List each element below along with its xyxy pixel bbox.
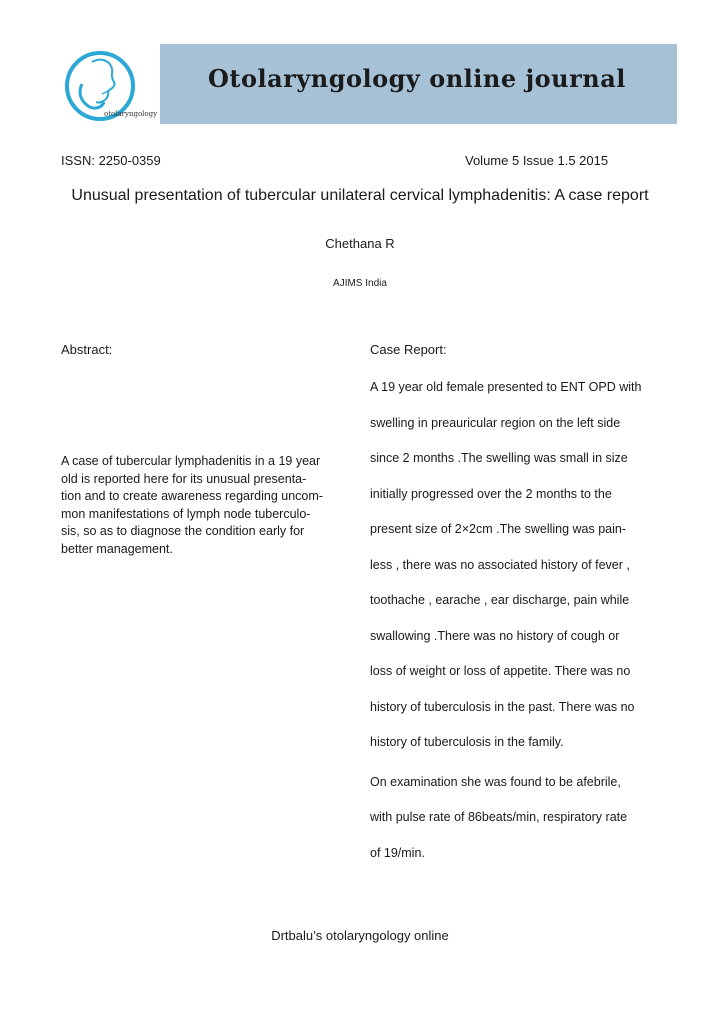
journal-title: Otolaryngology online journal [208,64,626,93]
article-title: Unusual presentation of tubercular unilateral cervical lymphadenitis: A case report [71,187,649,204]
volume-issue: Volume 5 Issue 1.5 2015 [465,153,609,168]
case-line: of 19/min. [370,845,425,860]
journal-logo [42,44,160,124]
case-line: toothache , earache , ear discharge, pain while [370,593,630,607]
case-line: present size of 2×2cm .The swelling was pain- [370,522,627,536]
case-line: history of tuberculosis in the past. There was no [370,699,635,714]
case-line: since 2 months .The swelling was small in size [370,451,628,465]
case-line: less , there was no associated history of fever , [370,557,630,572]
author-affiliation: AJIMS India [333,278,387,289]
issn: ISSN: 2250-0359 [61,153,161,168]
case-report-heading: Case Report: [370,342,447,357]
case-line: history of tuberculosis in the family. [370,735,564,749]
case-line: with pulse rate of 86beats/min, respiratory rate [370,810,628,824]
abstract-text: A case of tubercular lymphadenitis in a 19 year old is reported here for its unusual presenta- tion and to create awareness regarding uncom- mon manifestations of lymph node tuberculo- sis, so as to diagnose the condition early for better management. [61,454,323,556]
abstract-heading: Abstract: [61,342,113,357]
case-line: initially progressed over the 2 months to the [370,486,612,501]
face-profile-icon [42,44,160,124]
page-footer: Drtbalu’s otolaryngology online [271,928,449,943]
case-line: swelling in preauricular region on the left side [370,415,621,430]
case-line: A 19 year old female presented to ENT OPD with [370,380,642,394]
case-line: On examination she was found to be afebrile, [370,774,621,789]
author-name: Chethana R [325,236,395,251]
svg-text:otolaryngology: otolaryngology [104,110,158,118]
case-report-body [370,370,670,871]
case-line: swallowing .There was no history of cough or [370,628,620,643]
case-line: loss of weight or loss of appetite. There was no [370,664,631,678]
journal-banner [160,44,677,124]
